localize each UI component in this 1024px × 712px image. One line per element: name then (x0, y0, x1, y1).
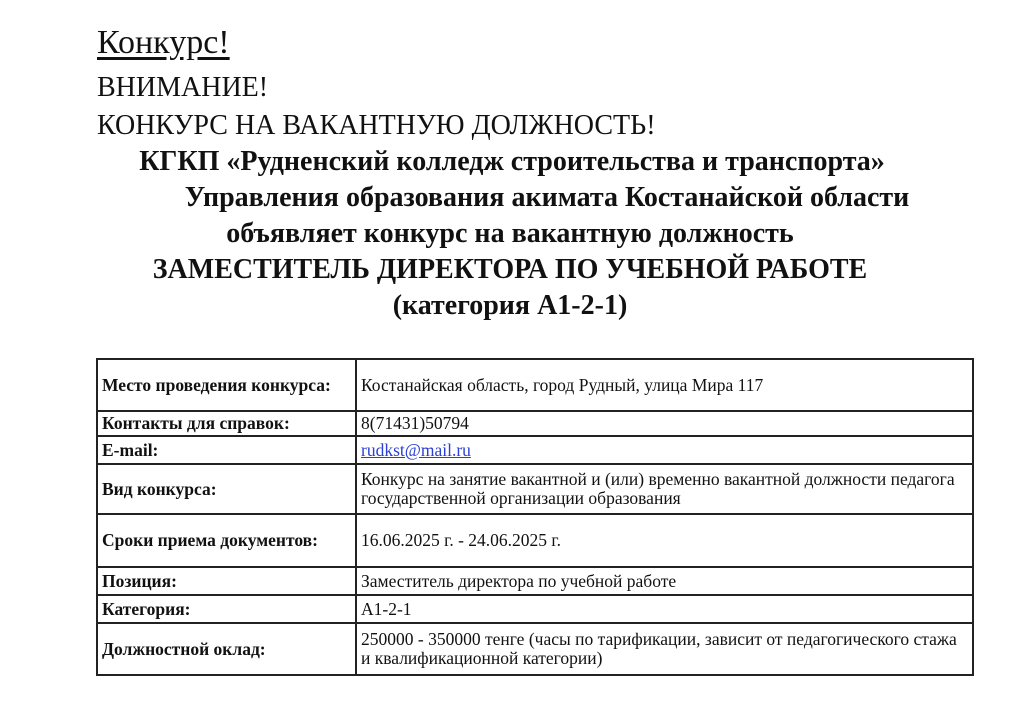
announcement-text: объявляет конкурс на вакантную должность (226, 218, 794, 249)
row-value-venue: Костанайская область, город Рудный, улица Мира 117 (356, 359, 973, 411)
row-value-email (356, 436, 973, 464)
organization-parent: Управления образования акимата Костанайской области (184, 182, 910, 213)
table-row (97, 567, 973, 595)
row-label-salary: Должностной оклад: (97, 623, 356, 675)
table-row (97, 359, 973, 411)
row-label-position: Позиция: (97, 567, 356, 595)
table-row (97, 595, 973, 623)
row-label-email: E-mail: (97, 436, 356, 464)
row-value-category: А1-2-1 (356, 595, 973, 623)
email-link[interactable]: rudkst@mail.ru (361, 439, 471, 460)
table-row (97, 623, 973, 675)
row-label-contest-type: Вид конкурса: (97, 464, 356, 514)
row-value-contacts: 8(71431)50794 (356, 411, 973, 436)
vacancy-title: ЗАМЕСТИТЕЛЬ ДИРЕКТОРА ПО УЧЕБНОЙ РАБОТЕ (152, 254, 868, 285)
table-row (97, 514, 973, 567)
row-value-contest-type: Конкурс на занятие вакантной и (или) временно вакантной должности педагога государственной организации образования (356, 464, 973, 514)
vacancy-details-table (96, 358, 974, 676)
row-label-venue: Место проведения конкурса: (97, 359, 356, 411)
page-title: Конкурс! (97, 24, 230, 61)
announcement-heading: КОНКУРС НА ВАКАНТНУЮ ДОЛЖНОСТЬ! (97, 110, 656, 141)
vacancy-category: (категория А1-2-1) (392, 290, 628, 321)
table-row (97, 436, 973, 464)
row-value-position: Заместитель директора по учебной работе (356, 567, 973, 595)
row-label-category: Категория: (97, 595, 356, 623)
row-label-deadlines: Сроки приема документов: (97, 514, 356, 567)
row-value-salary: 250000 - 350000 тенге (часы по тарификации, зависит от педагогического стажа и квалификационной категории) (356, 623, 973, 675)
organization-name: КГКП «Рудненский колледж строительства и транспорта» (139, 146, 885, 177)
table-row (97, 464, 973, 514)
table-row (97, 411, 973, 436)
row-label-contacts: Контакты для справок: (97, 411, 356, 436)
row-value-deadlines: 16.06.2025 г. - 24.06.2025 г. (356, 514, 973, 567)
attention-heading: ВНИМАНИЕ! (97, 72, 269, 103)
